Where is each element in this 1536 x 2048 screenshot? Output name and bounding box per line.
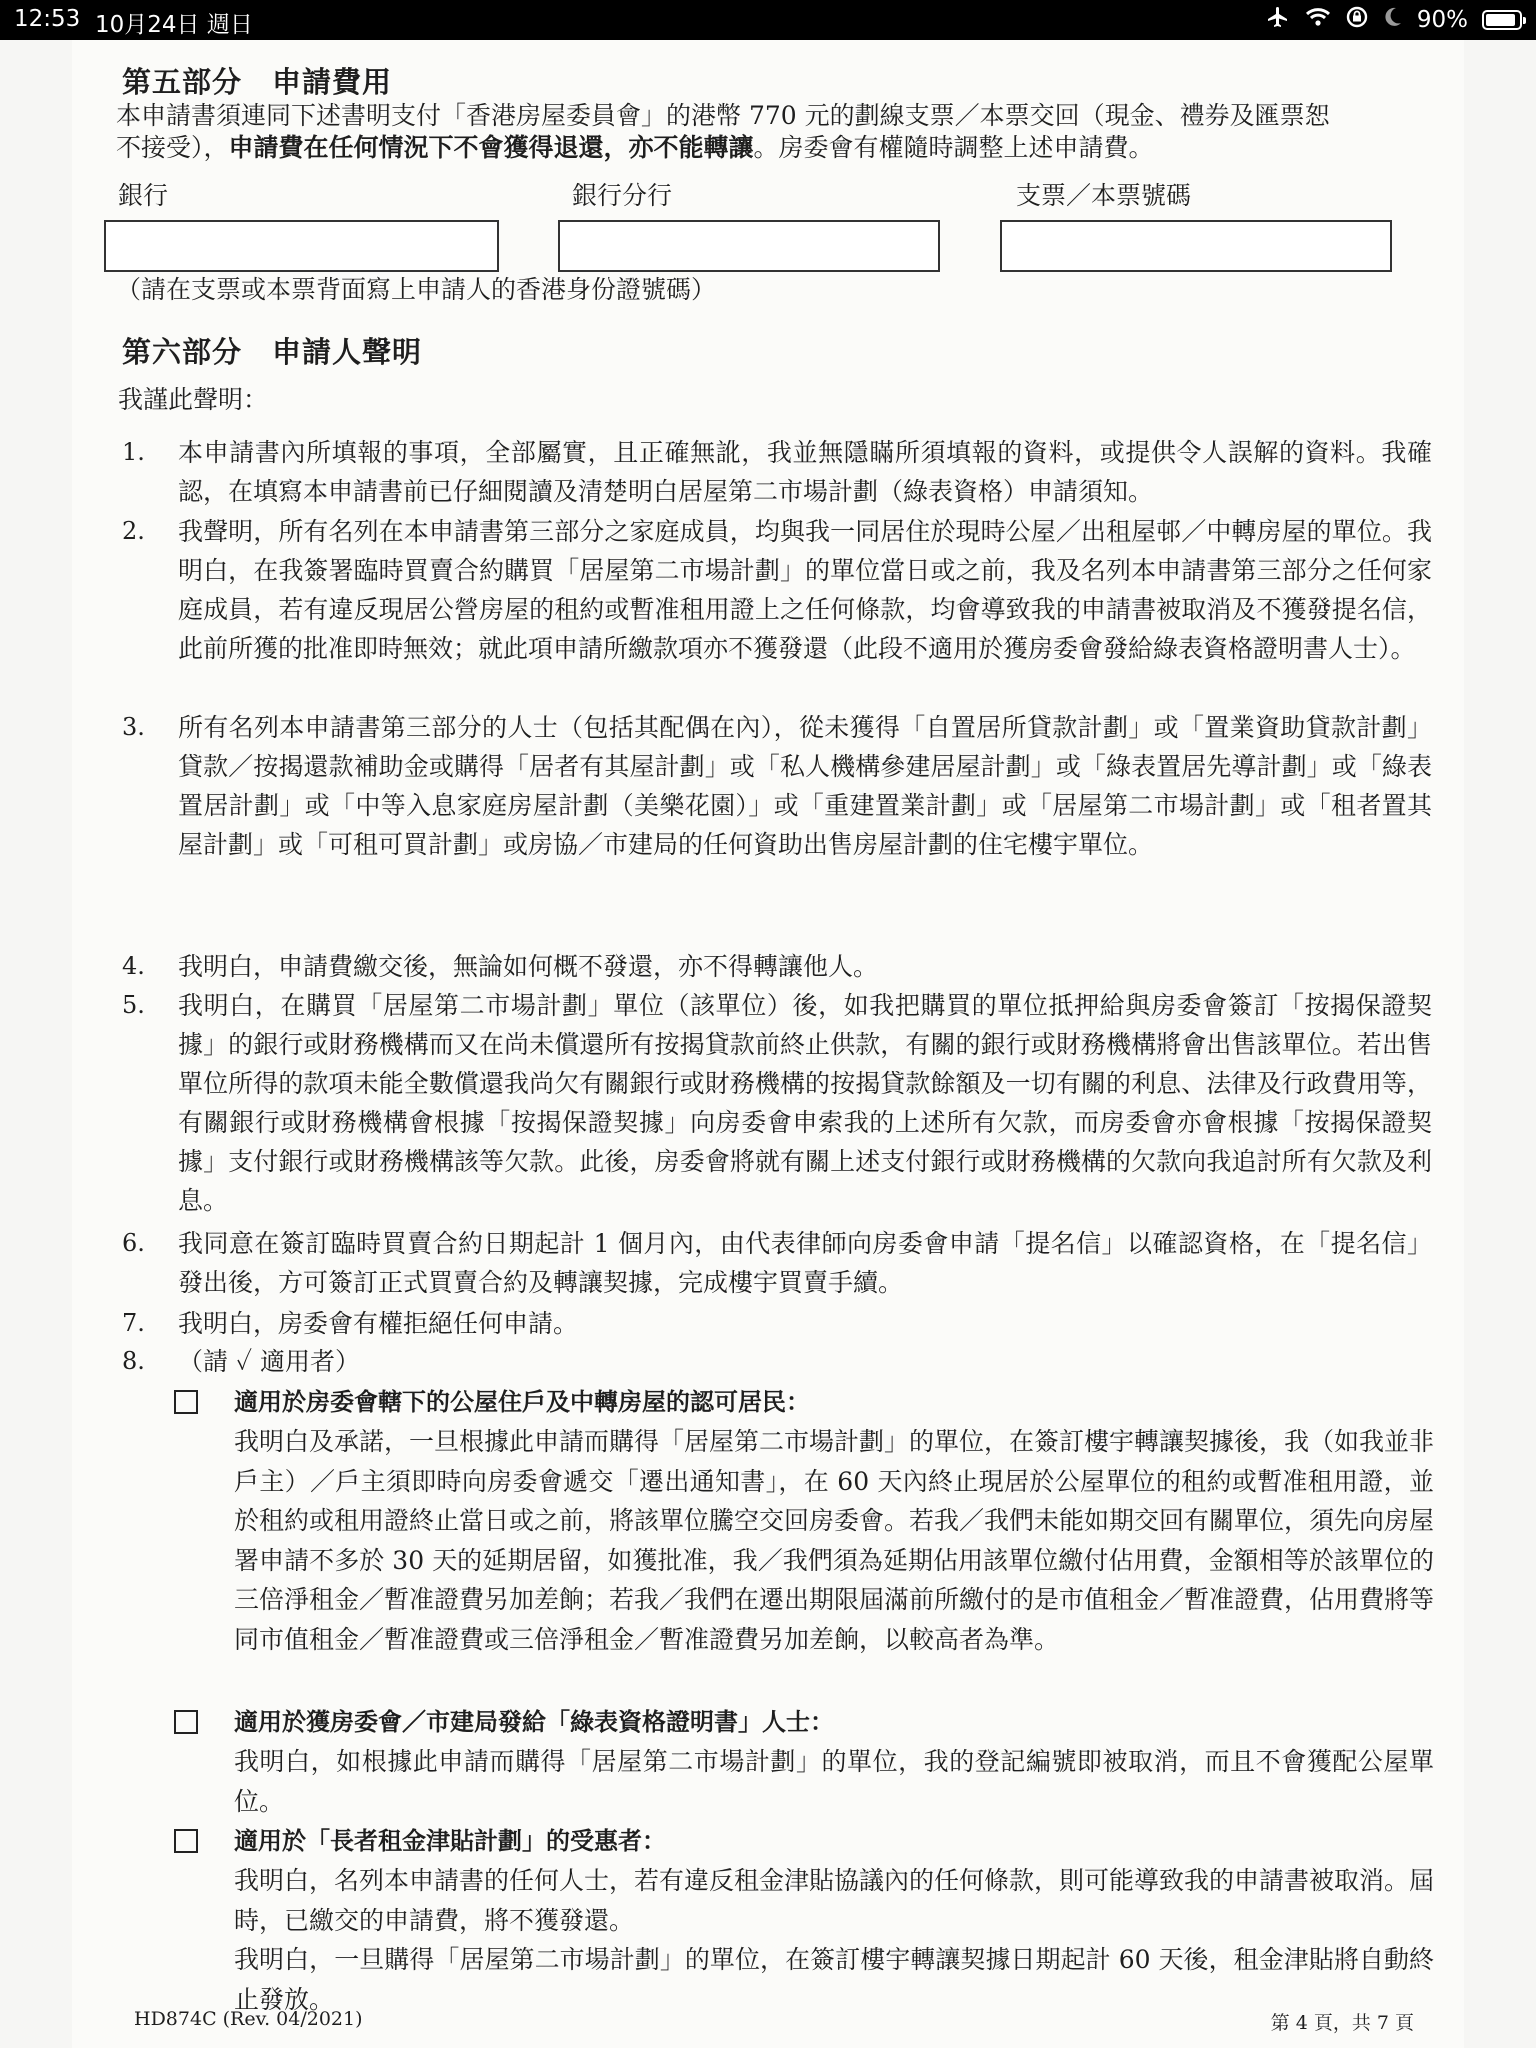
bank-field[interactable] — [104, 220, 499, 272]
battery-percent: 90% — [1416, 7, 1468, 33]
public-housing-checkbox[interactable] — [174, 1390, 198, 1414]
declaration-item-3 — [122, 708, 1432, 908]
option-title: 適用於「長者租金津貼計劃」的受惠者： — [234, 1827, 666, 1855]
document-page — [72, 40, 1464, 2048]
airplane-icon — [1265, 5, 1291, 35]
form-code: HD874C (Rev. 04/2021) — [134, 2008, 363, 2030]
section5-note: （請在支票或本票背面寫上申請人的香港身份證號碼） — [116, 275, 717, 304]
section5-heading: 第五部分 申請費用 — [122, 65, 393, 99]
status-bar — [0, 0, 1536, 40]
item-number: 7. — [122, 1309, 145, 1337]
declaration-item-7 — [122, 1304, 1432, 1344]
option-text: 我明白及承諾，一旦根據此申請而購得「居屋第二市場計劃」的單位，在簽訂樓宇轉讓契據後，我（如我並非戶主）／戶主須即時向房委會遞交「遷出通知書」，在 60 天內終止現居於公屋單位的租約或暫准租用證，並於租約或租用證終止當日或之前，將該單位騰空交回房委會。若我／我們未能如期交回有關單位，須先向房屋署申請不多於 30 天的延期居留，如獲批准，我／我們須為延期佔用該單位繳付佔用費，金額相等於該單位的三倍淨租金／暫准證費另加差餉；若我／我們在遷出期限屆滿前所繳付的是市值租金／暫准證費，佔用費將等同市值租金／暫准證費或三倍淨租金／暫准證費另加差餉，以較高者為準。 — [234, 1427, 1435, 1654]
item-text: 本申請書內所填報的事項，全部屬實，且正確無訛，我並無隱瞞所須填報的資料，或提供令人誤解的資料。我確認，在填寫本申請書前已仔細閱讀及清楚明白居屋第二市場計劃（綠表資格）申請須知。 — [178, 438, 1432, 506]
item-number: 4. — [122, 952, 145, 980]
option-paragraph: 我明白，名列本申請書的任何人士，若有違反租金津貼協議內的任何條款，則可能導致我的申請書被取消。屆時，已繳交的申請費，將不獲發還。 — [234, 1866, 1435, 1935]
item-number: 2. — [122, 517, 145, 545]
declaration-item-4 — [122, 947, 1432, 987]
item-text: 我明白，申請費繳交後，無論如何概不發還，亦不得轉讓他人。 — [178, 952, 879, 981]
item-text: 所有名列本申請書第三部分的人士（包括其配偶在內），從未獲得「自置居所貸款計劃」或「置業資助貸款計劃」貸款／按揭還款補助金或購得「居者有其屋計劃」或「私人機構參建居屋計劃」或「綠表置居先導計劃」或「綠表置居計劃」或「中等入息家庭房屋計劃（美樂花園）」或「重建置業計劃」或「居屋第二市場計劃」或「租者置其屋計劃」或「可租可買計劃」或房協／市建局的任何資助出售房屋計劃的住宅樓宇單位。 — [178, 713, 1432, 859]
green-form-checkbox[interactable] — [174, 1710, 198, 1734]
fee-line-2-prefix: 不接受）， — [116, 133, 229, 162]
declaration-item-6 — [122, 1224, 1432, 1304]
declaration-item-5 — [122, 986, 1432, 1226]
fee-line-2 — [116, 132, 1436, 164]
rotation-lock-icon — [1345, 5, 1369, 35]
cheque-number-label: 支票／本票號碼 — [1016, 181, 1192, 210]
status-date: 10月24日 週日 — [95, 12, 253, 38]
declaration-item-1 — [122, 433, 1432, 513]
fee-nonrefundable-notice: 申請費在任何情況下不會獲得退還，亦不能轉讓 — [228, 133, 754, 162]
option-text — [234, 1861, 1434, 2019]
option-title: 適用於房委會轄下的公屋住戶及中轉房屋的認可居民： — [234, 1388, 810, 1416]
moon-icon — [1383, 6, 1403, 34]
section6-intro: 我謹此聲明： — [118, 385, 269, 414]
fee-line-2-suffix: 。房委會有權隨時調整上述申請費。 — [753, 133, 1154, 162]
bank-branch-field[interactable] — [558, 220, 940, 272]
item-text: 我聲明，所有名列在本申請書第三部分之家庭成員，均與我一同居住於現時公屋／出租屋邨／中轉房屋的單位。我明白，在我簽署臨時買賣合約購買「居屋第二市場計劃」的單位當日或之前，我及名列本申請書第三部分之任何家庭成員，若有違反現居公營房屋的租約或暫准租用證上之任何條款，均會導致我的申請書被取消及不獲發提名信，此前所獲的批准即時無效；就此項申請所繳款項亦不獲發還（此段不適用於獲房委會發給綠表資格證明書人士）。 — [178, 517, 1432, 663]
branch-label: 銀行分行 — [572, 181, 673, 210]
battery-icon — [1482, 10, 1522, 30]
item-number: 6. — [122, 1229, 145, 1257]
status-time: 12:53 — [14, 6, 81, 32]
wifi-icon — [1305, 6, 1331, 34]
option-title: 適用於獲房委會／市建局發給「綠表資格證明書」人士： — [234, 1708, 834, 1736]
status-right — [1265, 5, 1522, 35]
battery-level — [1486, 14, 1515, 26]
item-text: 我明白，在購買「居屋第二市場計劃」單位（該單位）後，如我把購買的單位抵押給與房委會簽訂「按揭保證契據」的銀行或財務機構而又在尚未償還所有按揭貸款前終止供款，有關的銀行或財務機構將會出售該單位。若出售單位所得的款項未能全數償還我尚欠有關銀行或財務機構的按揭貸款餘額及一切有關的利息、法律及行政費用等，有關銀行或財務機構會根據「按揭保證契據」向房委會申索我的上述所有欠款，而房委會亦會根據「按揭保證契據」支付銀行或財務機構該等欠款。此後，房委會將就有關上述支付銀行或財務機構的欠款向我追討所有欠款及利息。 — [178, 991, 1432, 1215]
item-number: 8. — [122, 1347, 145, 1375]
fee-line-1: 本申請書須連同下述書明支付「香港房屋委員會」的港幣 770 元的劃線支票／本票交回（現金、禮券及匯票恕 — [116, 101, 1330, 130]
declaration-item-2 — [122, 512, 1432, 712]
item-text: 我同意在簽訂臨時買賣合約日期起計 1 個月內，由代表律師向房委會申請「提名信」以確認資格，在「提名信」發出後，方可簽訂正式買賣合約及轉讓契據，完成樓宇買賣手續。 — [178, 1229, 1432, 1297]
option-text: 我明白，如根據此申請而購得「居屋第二市場計劃」的單位，我的登記編號即被取消，而且不會獲配公屋單位。 — [234, 1747, 1434, 1816]
item-number: 1. — [122, 438, 145, 466]
declaration-item-8 — [122, 1342, 1432, 1382]
page-number: 第 4 頁，共 7 頁 — [1270, 2012, 1414, 2034]
option-green-form-certificate — [174, 1702, 1434, 1822]
section5-fee-text — [116, 100, 1436, 164]
section6-heading: 第六部分 申請人聲明 — [122, 335, 423, 369]
cheque-number-field[interactable] — [1000, 220, 1392, 272]
item-text: （請 ✓ 適用者） — [178, 1347, 361, 1376]
elderly-rent-checkbox[interactable] — [174, 1829, 198, 1853]
item-number: 5. — [122, 991, 145, 1019]
bank-label: 銀行 — [118, 181, 169, 210]
option-public-housing — [174, 1382, 1434, 1692]
item-text: 我明白，房委會有權拒絕任何申請。 — [178, 1309, 579, 1338]
option-elderly-rent-allowance — [174, 1821, 1434, 2021]
item-number: 3. — [122, 713, 145, 741]
option-paragraph: 我明白，一旦購得「居屋第二市場計劃」的單位，在簽訂樓宇轉讓契據日期起計 60 天後，租金津貼將自動終止發放。 — [234, 1945, 1434, 2014]
